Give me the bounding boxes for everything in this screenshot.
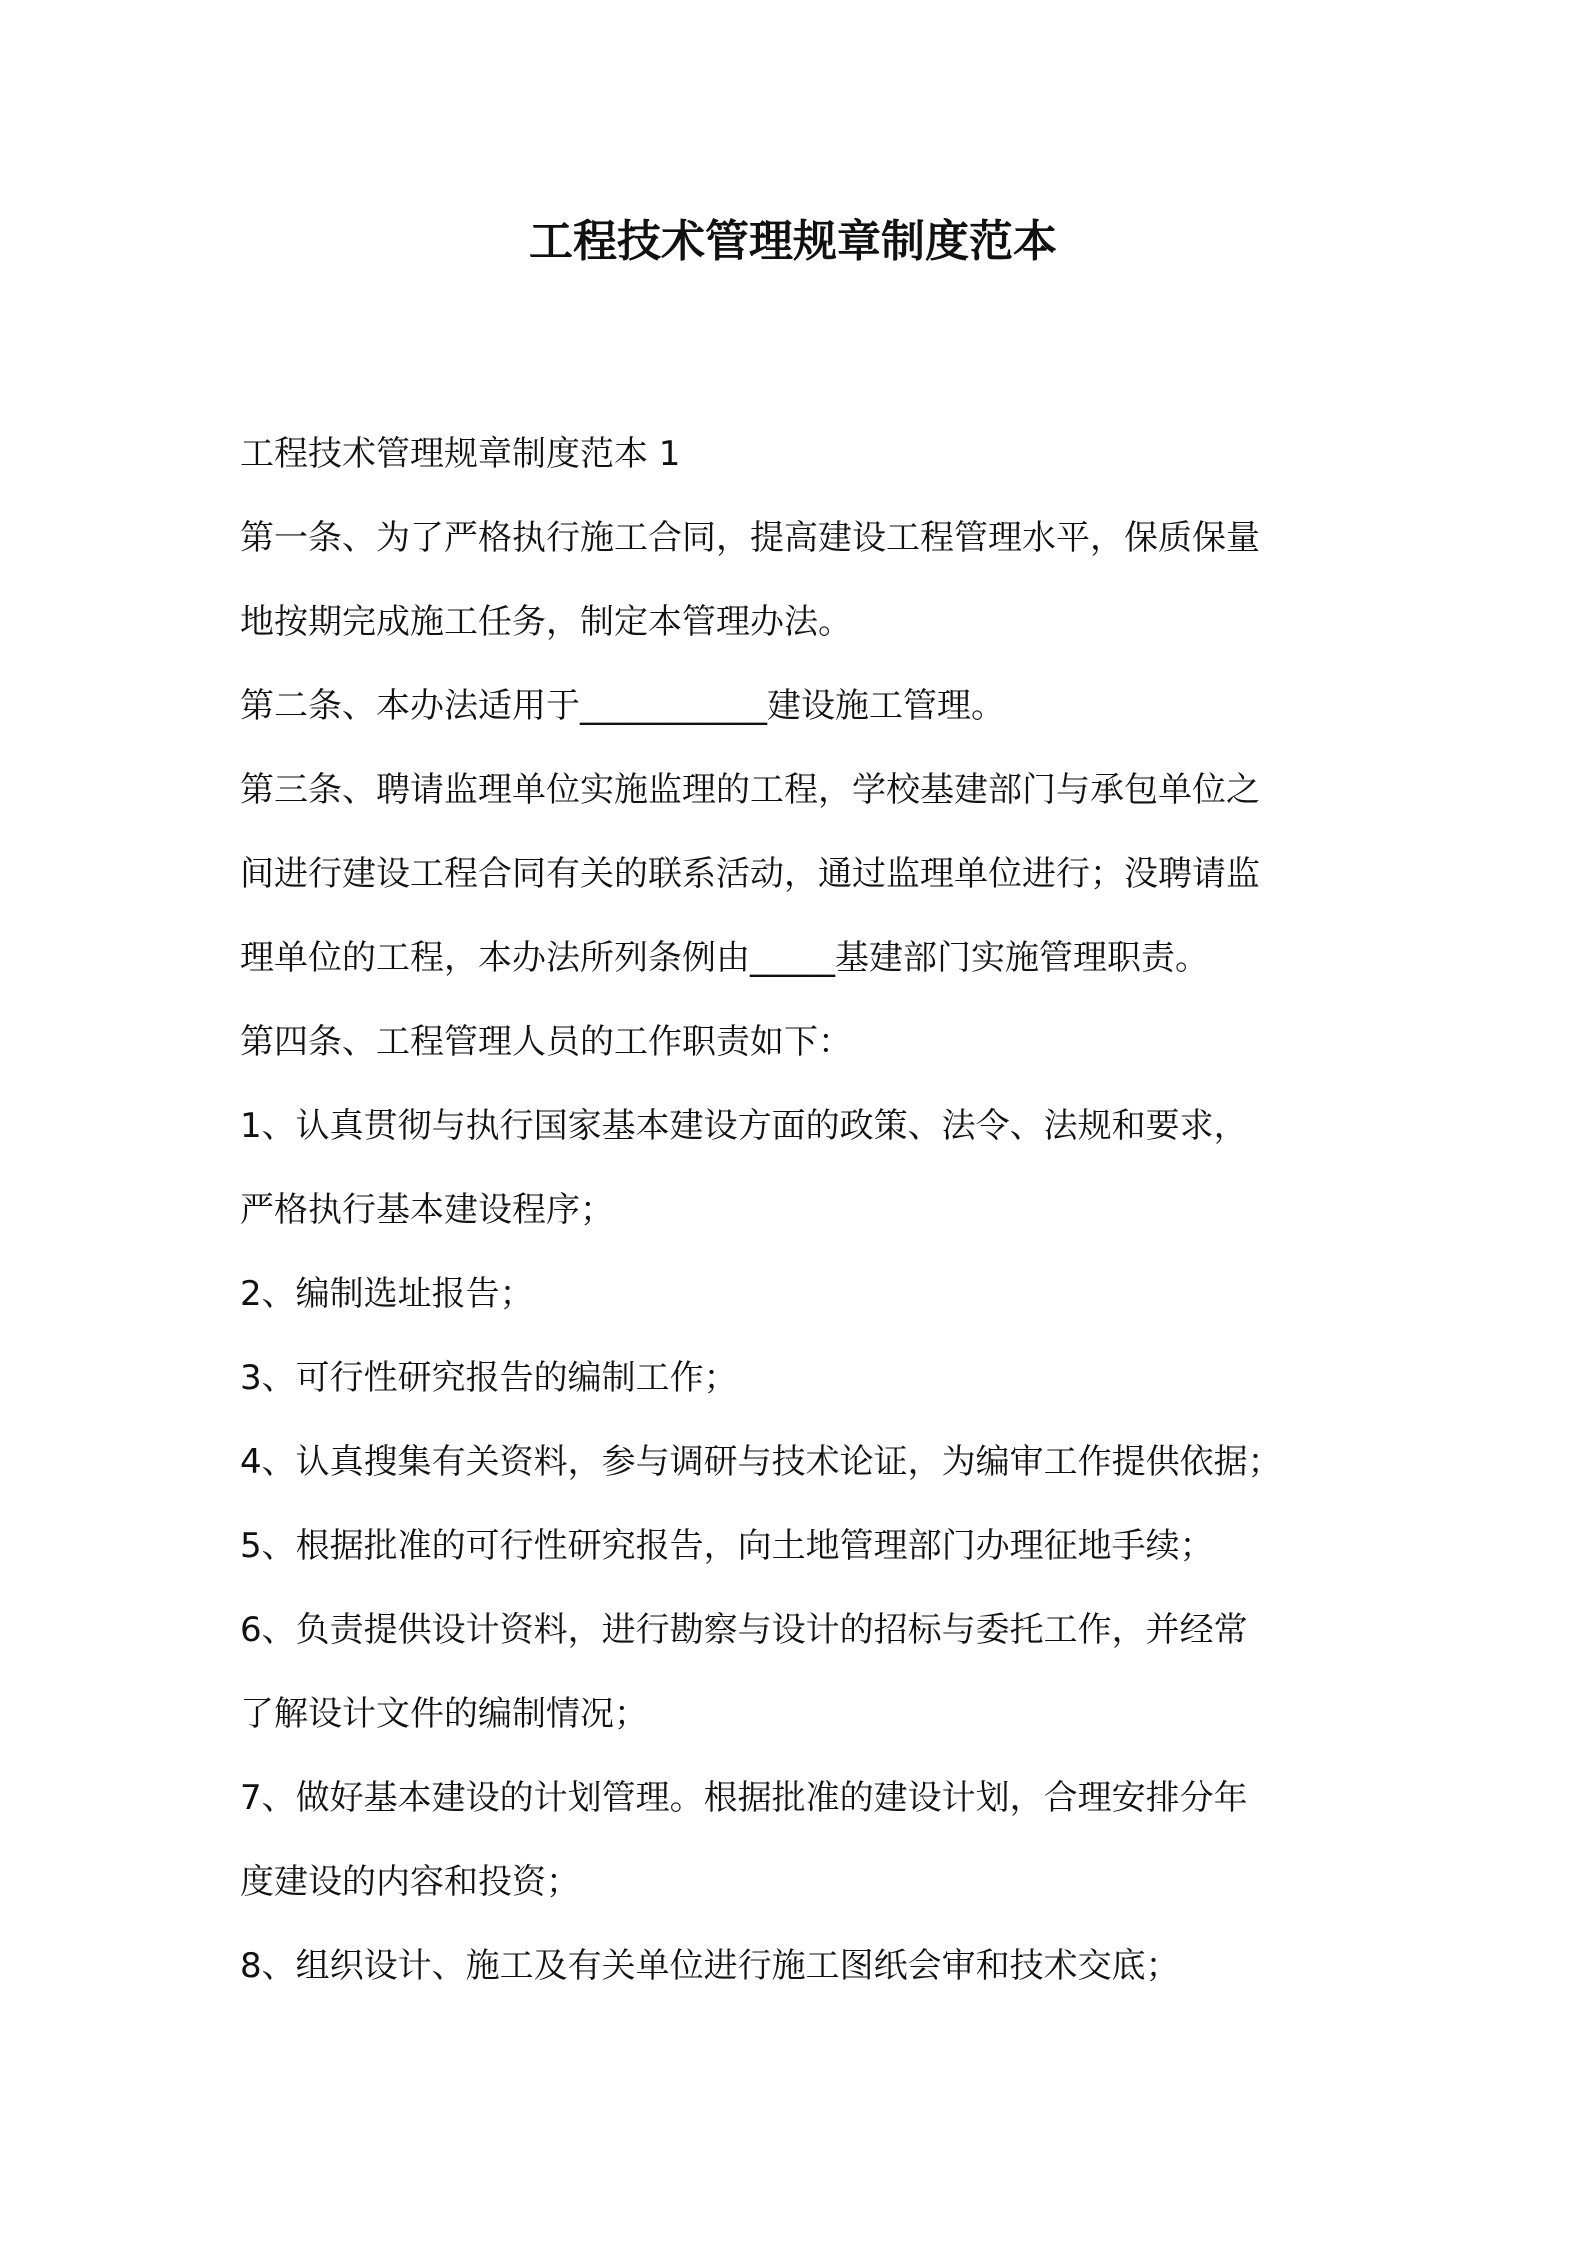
- body-line-06: 间进行建设工程合同有关的联系活动，通过监理单位进行；没聘请监: [240, 854, 1260, 894]
- body-line-08: 第四条、工程管理人员的工作职责如下：: [240, 1022, 852, 1062]
- body-line-18: 度建设的内容和投资；: [240, 1862, 580, 1902]
- body-line-07: 理单位的工程，本办法所列条例由_____基建部门实施管理职责。: [240, 938, 1209, 978]
- body-line-19: 8、组织设计、施工及有关单位进行施工图纸会审和技术交底；: [240, 1946, 1180, 1986]
- body-line-17: 7、做好基本建设的计划管理。根据批准的建设计划，合理安排分年: [240, 1778, 1248, 1818]
- document-title: 工程技术管理规章制度范本: [529, 216, 1057, 267]
- body-line-12: 3、可行性研究报告的编制工作；: [240, 1358, 738, 1398]
- body-line-04: 第二条、本办法适用于___________建设施工管理。: [240, 686, 1005, 726]
- document-body: [240, 412, 1380, 2008]
- body-line-01: 工程技术管理规章制度范本 1: [240, 434, 681, 474]
- body-line-15: 6、负责提供设计资料，进行勘察与设计的招标与委托工作，并经常: [240, 1610, 1248, 1650]
- body-line-03: 地按期完成施工任务，制定本管理办法。: [240, 602, 852, 642]
- body-line-14: 5、根据批准的可行性研究报告，向土地管理部门办理征地手续；: [240, 1526, 1214, 1566]
- body-line-09: 1、认真贯彻与执行国家基本建设方面的政策、法令、法规和要求，: [240, 1106, 1248, 1146]
- body-line-16: 了解设计文件的编制情况；: [240, 1694, 648, 1734]
- body-line-02: 第一条、为了严格执行施工合同，提高建设工程管理水平，保质保量: [240, 518, 1260, 558]
- body-line-11: 2、编制选址报告；: [240, 1274, 534, 1314]
- body-line-13: 4、认真搜集有关资料，参与调研与技术论证，为编审工作提供依据；: [240, 1442, 1282, 1482]
- body-line-05: 第三条、聘请监理单位实施监理的工程，学校基建部门与承包单位之: [240, 770, 1260, 810]
- body-line-10: 严格执行基本建设程序；: [240, 1190, 614, 1230]
